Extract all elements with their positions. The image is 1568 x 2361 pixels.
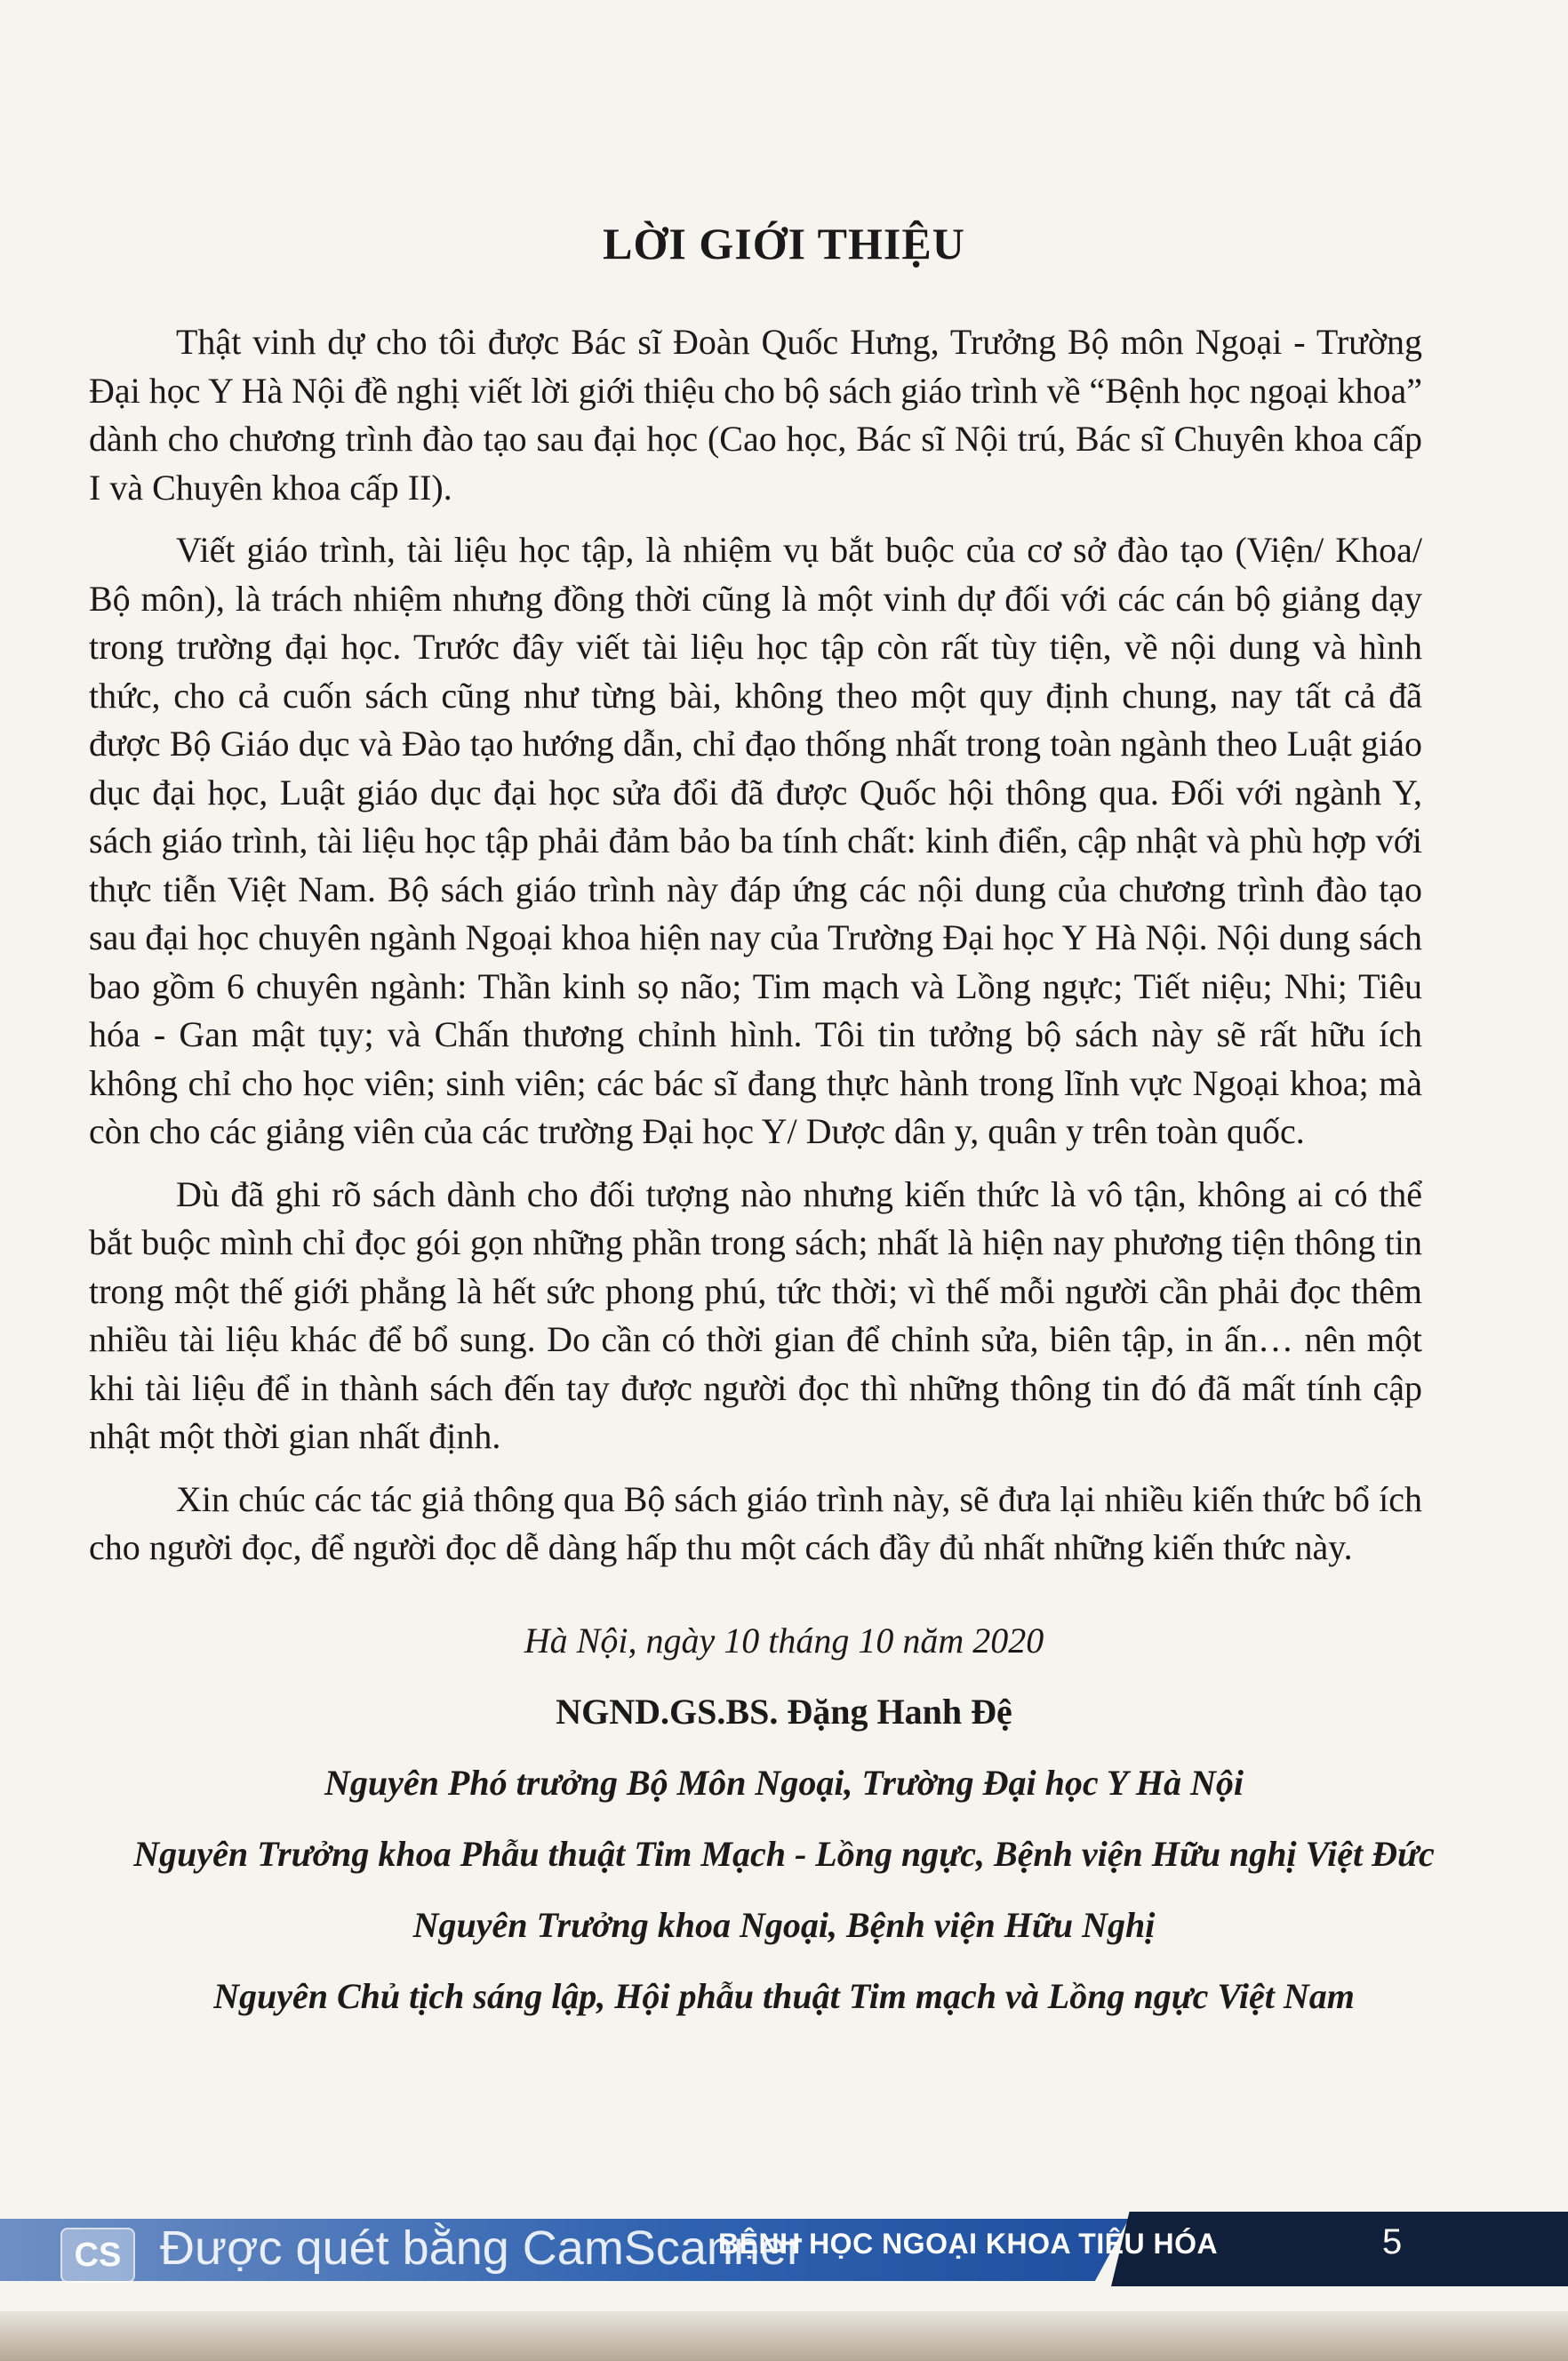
page-title: LỜI GIỚI THIỆU [603,219,965,268]
page-number: 5 [1382,2222,1403,2261]
author-role: Nguyên Trưởng khoa Ngoại, Bệnh viện Hữu Nghị [412,1905,1156,1945]
scanner-watermark: Được quét bằng CamScanner [160,2221,803,2275]
signature-date: Hà Nội, ngày 10 tháng 10 năm 2020 [524,1621,1044,1661]
paragraph: Xin chúc các tác giả thông qua Bộ sách giáo trình này, sẽ đưa lại nhiều kiến thức bổ ích cho người đọc, để người đọc dễ dàng hấp thu một cách đầy đủ nhất những kiến thức này. [89,1478,1422,1567]
paragraph: Dù đã ghi rõ sách dành cho đối tượng nào nhưng kiến thức là vô tận, không ai có thể bắt buộc mình chỉ đọc gói gọn những phần trong sách; nhất là hiện nay phương tiện thông tin trong một thế giới phẳng là hết sức phong phú, tức thời; vì thế mỗi người cần phải đọc thêm nhiều tài liệu khác để bổ sung. Do cần có thời gian để chỉnh sửa, biên tập, in ấn… nên một khi tài liệu để in thành sách đến tay được người đọc thì những thông tin đó đã mất tính cập nhật một thời gian nhất định. [89,1173,1422,1456]
author-role: Nguyên Phó trưởng Bộ Môn Ngoại, Trường Đại học Y Hà Nội [324,1763,1244,1803]
footer-book-title: BỆNH HỌC NGOẠI KHOA TIÊU HÓA [718,2228,1219,2260]
camscanner-logo-icon: CS [60,2228,135,2283]
paragraph: Viết giáo trình, tài liệu học tập, là nhiệm vụ bắt buộc của cơ sở đào tạo (Viện/ Khoa/ Bộ môn), là trách nhiệm nhưng đồng thời cũng là một vinh dự đối với các cán bộ giảng dạy trong trường đại học. Trước đây viết tài liệu học tập còn rất tùy tiện, về nội dung và hình thức, cho cả cuốn sách cũng như từng bài, không theo một quy định chung, nay tất cả đã được Bộ Giáo dục và Đào tạo hướng dẫn, chỉ đạo thống nhất trong toàn ngành theo Luật giáo dục đại học, Luật giáo dục đại học sửa đổi đã được Quốc hội thông qua. Đối với ngành Y, sách giáo trình, tài liệu học tập phải đảm bảo ba tính chất: kinh điển, cập nhật và phù hợp với thực tiễn Việt Nam. Bộ sách giáo trình này đáp ứng các nội dung của chương trình đào tạo sau đại học chuyên ngành Ngoại khoa hiện nay của Trường Đại học Y Hà Nội. Nội dung sách bao gồm 6 chuyên ngành: Thần kinh sọ não; Tim mạch và Lồng ngực; Tiết niệu; Nhi; Tiêu hóa - Gan mật tụy; và Chấn thương chỉnh hình. Tôi tin tưởng bộ sách này sẽ rất hữu ích không chỉ cho học viên; sinh viên; các bác sĩ đang thực hành trong lĩnh vực Ngoại khoa; mà còn cho các giảng viên của các trường Đại học Y/ Dược dân y, quân y trên toàn quốc. [89,530,1422,1151]
author-role: Nguyên Chủ tịch sáng lập, Hội phẫu thuật Tim mạch và Lồng ngực Việt Nam [213,1976,1355,2016]
author-role: Nguyên Trưởng khoa Phẫu thuật Tim Mạch - Lồng ngực, Bệnh viện Hữu nghị Việt Đức [133,1834,1435,1874]
introduction-body [89,318,1422,1587]
author-name: NGND.GS.BS. Đặng Hanh Đệ [556,1692,1012,1732]
signature-block [0,1605,1568,2032]
page-edge [0,2311,1568,2361]
paragraph: Thật vinh dự cho tôi được Bác sĩ Đoàn Quốc Hưng, Trưởng Bộ môn Ngoại - Trường Đại học Y Hà Nội đề nghị viết lời giới thiệu cho bộ sách giáo trình về “Bệnh học ngoại khoa” dành cho chương trình đào tạo sau đại học (Cao học, Bác sĩ Nội trú, Bác sĩ Chuyên khoa cấp I và Chuyên khoa cấp II). [89,322,1422,508]
